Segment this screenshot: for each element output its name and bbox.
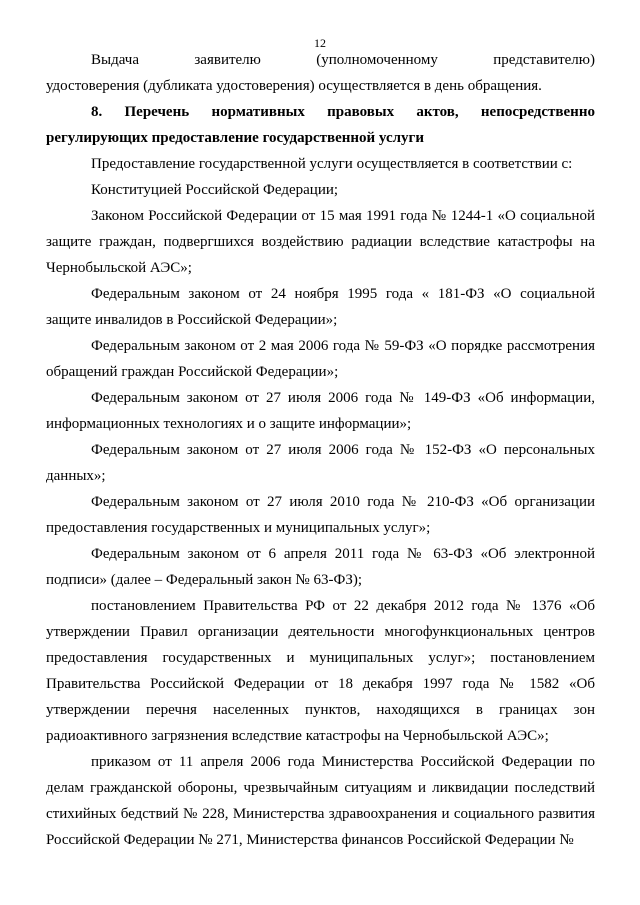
- paragraph-issuance-line2: удостоверения (дубликата удостоверения) осуществляется в день обращения.: [46, 78, 542, 94]
- heading-word: актов,: [416, 104, 459, 120]
- paragraph-law-1244: Законом Российской Федерации от 15 мая 1991 года № 1244-1 «О социальной защите граждан, подвергшихся воздействию радиации вследствие катастрофы на Чернобыльской АЭС»;: [46, 208, 595, 276]
- word: (уполномоченному: [316, 52, 438, 68]
- word: Выдача: [91, 52, 139, 68]
- paragraph-law-59: Федеральным законом от 2 мая 2006 года № 59-ФЗ «О порядке рассмотрения обращений граждан Российской Федерации»;: [46, 338, 595, 380]
- paragraph-order-2006: приказом от 11 апреля 2006 года Министерства Российской Федерации по делам гражданской обороны, чрезвычайным ситуациям и ликвидации последствий стихийных бедствий № 228, Министерства здравоохранения и социального развития Российской Федерации № 271, Министерства финансов Российской Федерации №: [46, 754, 595, 848]
- section-heading-line2: регулирующих предоставление государственной услуги: [46, 130, 424, 146]
- section-heading-line1: [46, 99, 595, 125]
- paragraph-resolution-1376: постановлением Правительства РФ от 22 декабря 2012 года № 1376 «Об утверждении Правил организации деятельности многофункциональных центров предоставления государственных и муниципальных услуг»; постановлением Правительства Российской Федерации от 18 декабря 1997 года № 1582 «Об утверждении перечня населенных пунктов, находящихся в границах зон радиоактивного загрязнения вследствие катастрофы на Чернобыльской АЭС»;: [46, 598, 595, 744]
- paragraph-issuance-line1: [46, 47, 595, 73]
- paragraph-law-63: Федеральным законом от 6 апреля 2011 года № 63-ФЗ «Об электронной подписи» (далее – Федеральный закон № 63-ФЗ);: [46, 546, 595, 588]
- heading-word: правовых: [327, 104, 395, 120]
- paragraph-law-181: Федеральным законом от 24 ноября 1995 года « 181-ФЗ «О социальной защите инвалидов в Российской Федерации»;: [46, 286, 595, 328]
- word: заявителю: [194, 52, 261, 68]
- page-number: 12: [314, 36, 326, 50]
- paragraph-law-149: Федеральным законом от 27 июля 2006 года № 149-ФЗ «Об информации, информационных технологиях и о защите информации»;: [46, 390, 595, 432]
- word: представителю): [493, 52, 595, 68]
- paragraph-intro: Предоставление государственной услуги осуществляется в соответствии с:: [91, 156, 573, 172]
- section-number: 8.: [91, 104, 103, 120]
- heading-word: нормативных: [211, 104, 305, 120]
- paragraph-constitution: Конституцией Российской Федерации;: [91, 182, 339, 198]
- heading-word: Перечень: [124, 104, 190, 120]
- heading-word: непосредственно: [480, 104, 595, 120]
- paragraph-law-210: Федеральным законом от 27 июля 2010 года № 210-ФЗ «Об организации предоставления государственных и муниципальных услуг»;: [46, 494, 595, 536]
- document-body: [46, 47, 595, 853]
- paragraph-law-152: Федеральным законом от 27 июля 2006 года № 152-ФЗ «О персональных данных»;: [46, 442, 595, 484]
